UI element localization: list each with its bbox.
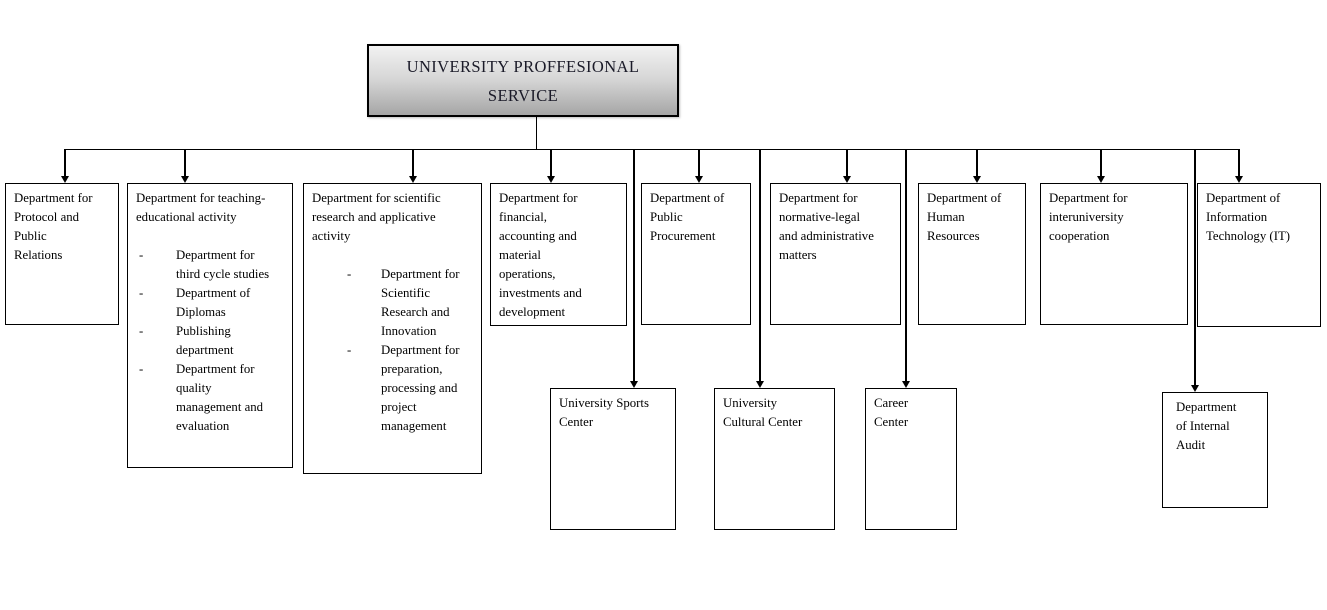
arrow-procurement (695, 149, 704, 183)
arrow-hr (973, 149, 982, 183)
list-item (136, 360, 288, 436)
node-teaching (127, 183, 293, 468)
list-item (136, 284, 288, 322)
node-sports-center-label: University Sports Center (559, 396, 649, 429)
node-hr (918, 183, 1026, 325)
node-cultural-center (714, 388, 835, 530)
node-protocol-label: Department for Protocol and Public Relations (14, 191, 93, 262)
teaching-sub-list (136, 246, 288, 436)
bullet-dash: - (139, 362, 144, 376)
arrow-normative (843, 149, 852, 183)
arrow-sports (630, 149, 639, 388)
list-item (312, 265, 477, 341)
list-item (136, 246, 288, 284)
node-career-center-label: Career Center (874, 396, 909, 429)
bullet-dash: - (347, 343, 352, 357)
node-career-center (865, 388, 957, 530)
connector-bus (65, 149, 1240, 150)
scientific-sub-list (312, 265, 477, 436)
node-scientific (303, 183, 482, 474)
node-sports-center (550, 388, 676, 530)
node-hr-label: Department of Human Resources (927, 191, 1002, 243)
sub-dept-label: Department for quality management and evaluation (176, 362, 264, 433)
sub-dept-label: Department of Diplomas (176, 286, 251, 319)
bullet-dash: - (139, 248, 144, 262)
sub-dept-label: Department for third cycle studies (176, 248, 270, 281)
sub-dept-label: Department for Scientific Research and Innovation (381, 267, 460, 338)
sub-dept-label: Department for preparation, processing and project management (381, 343, 460, 433)
root-node (367, 44, 679, 117)
node-it-label: Department of Information Technology (IT) (1206, 191, 1291, 243)
arrow-teaching (181, 149, 190, 183)
arrow-interuniversity (1097, 149, 1106, 183)
node-procurement-label: Department of Public Procurement (650, 191, 725, 243)
node-protocol (5, 183, 119, 325)
arrow-cultural (756, 149, 765, 388)
node-cultural-center-label: University Cultural Center (723, 396, 803, 429)
list-item (136, 322, 288, 360)
node-internal-audit (1162, 392, 1268, 508)
bullet-dash: - (347, 267, 352, 281)
arrow-it (1235, 149, 1244, 183)
node-it (1197, 183, 1321, 327)
node-interuniversity (1040, 183, 1188, 325)
node-teaching-label: Department for teaching- educational activity (136, 191, 266, 224)
node-normative (770, 183, 901, 325)
node-normative-label: Department for normative-legal and administrative matters (779, 191, 874, 262)
node-scientific-label: Department for scientific research and applicative activity (312, 191, 441, 243)
node-financial-label: Department for financial, accounting and material operations, investments and development (499, 191, 582, 319)
node-internal-audit-label: Department of Internal Audit (1176, 400, 1237, 452)
node-interuniversity-label: Department for interuniversity cooperation (1049, 191, 1128, 243)
bullet-dash: - (139, 286, 144, 300)
list-item (312, 341, 477, 436)
sub-dept-label: Publishing department (176, 324, 234, 357)
bullet-dash: - (139, 324, 144, 338)
connector-stem (536, 117, 537, 149)
node-procurement (641, 183, 751, 325)
arrow-protocol (61, 149, 70, 183)
arrow-financial (547, 149, 556, 183)
node-financial (490, 183, 627, 326)
arrow-career (902, 149, 911, 388)
root-node-label: UNIVERSITY PROFFESIONAL SERVICE (406, 56, 640, 105)
arrow-scientific (409, 149, 418, 183)
